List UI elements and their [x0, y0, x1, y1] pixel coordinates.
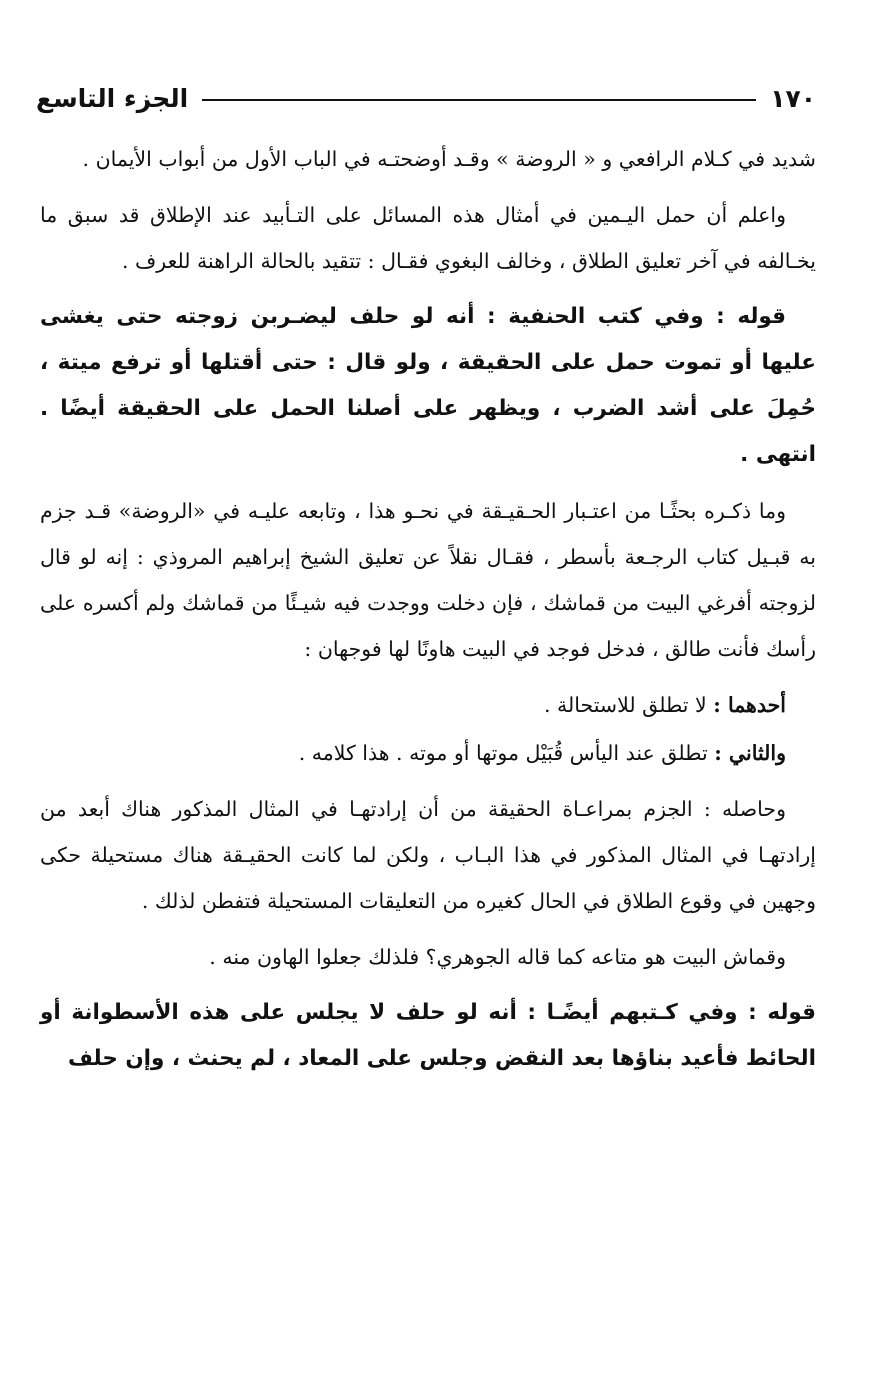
page-number: ١٧٠: [770, 83, 816, 113]
paragraph: وما ذكـره بحثًـا من اعتـبار الحـقيـقة في نحـو هذا ، وتابعه عليـه في «الروضة» قـد جزم به قبـيل كتاب الرجـعة بأسطر ، فقـال نقلاً عن تعليق الشيخ إبراهيم المروذي : إنه لو قال لزوجته أفرغي البيت من قماشك ، فإن دخلت ووجدت فيه شيـئًا من قماشك ولم أكسره على رأسك فأنت طالق ، فدخل فوجد في البيت هاونًا لها فوجهان :: [40, 499, 816, 661]
list-item: [40, 682, 816, 728]
item-term: والثاني :: [714, 741, 786, 765]
quoted-paragraph: قوله : وفي كـتبهم أيضًـا : أنه لو حلف لا يجلس على هذه الأسطوانة أو الحائط فأعيد بناؤها بعد النقض وجلس على المعاد ، لم يحنث ، وإن حلف: [40, 1000, 816, 1071]
page-body: [40, 136, 816, 1092]
header-rule: [202, 99, 756, 101]
paragraph: شديد في كـلام الرافعي و « الروضة » وقـد أوضحتـه في الباب الأول من أبواب الأيمان .: [82, 147, 816, 171]
paragraph: واعلم أن حمل اليـمين في أمثال هذه المسائل على التـأبيد عند الإطلاق قد سبق ما يخـالفه في آخر تعليق الطلاق ، وخالف البغوي فقـال : تتقيد بالحالة الراهنة للعرف .: [40, 203, 816, 273]
item-text: لا تطلق للاستحالة .: [544, 693, 714, 717]
item-text: تطلق عند اليأس قُبَيْل موتها أو موته . هذا كلامه .: [298, 741, 715, 765]
item-term: أحدهما :: [713, 693, 786, 717]
running-title: الجزء التاسع: [36, 83, 189, 113]
list-item: [40, 730, 816, 776]
page-header: [36, 80, 816, 116]
quoted-paragraph: قوله : وفي كتب الحنفية : أنه لو حلف ليضـربن زوجته حتى يغشى عليها أو تموت حمل على الحقيقة ، ولو قال : حتى أقتلها أو ترفع ميتة ، حُمِلَ على أشد الضرب ، ويظهر على أصلنا الحمل على الحقيقة أيضًا . انتهى .: [40, 304, 816, 467]
paragraph: وحاصله : الجزم بمراعـاة الحقيقة من أن إرادتهـا في المثال المذكور هناك أبعد من إرادتهـا في المثال المذكور في هذا البـاب ، ولكن لما كانت الحقيـقة هناك مستحيلة حكى وجهين في وقوع الطلاق في الحال كغيره من التعليقات المستحيلة فتفطن لذلك .: [40, 797, 816, 913]
paragraph: وقماش البيت هو متاعه كما قاله الجوهري؟ فلذلك جعلوا الهاون منه .: [209, 945, 786, 969]
